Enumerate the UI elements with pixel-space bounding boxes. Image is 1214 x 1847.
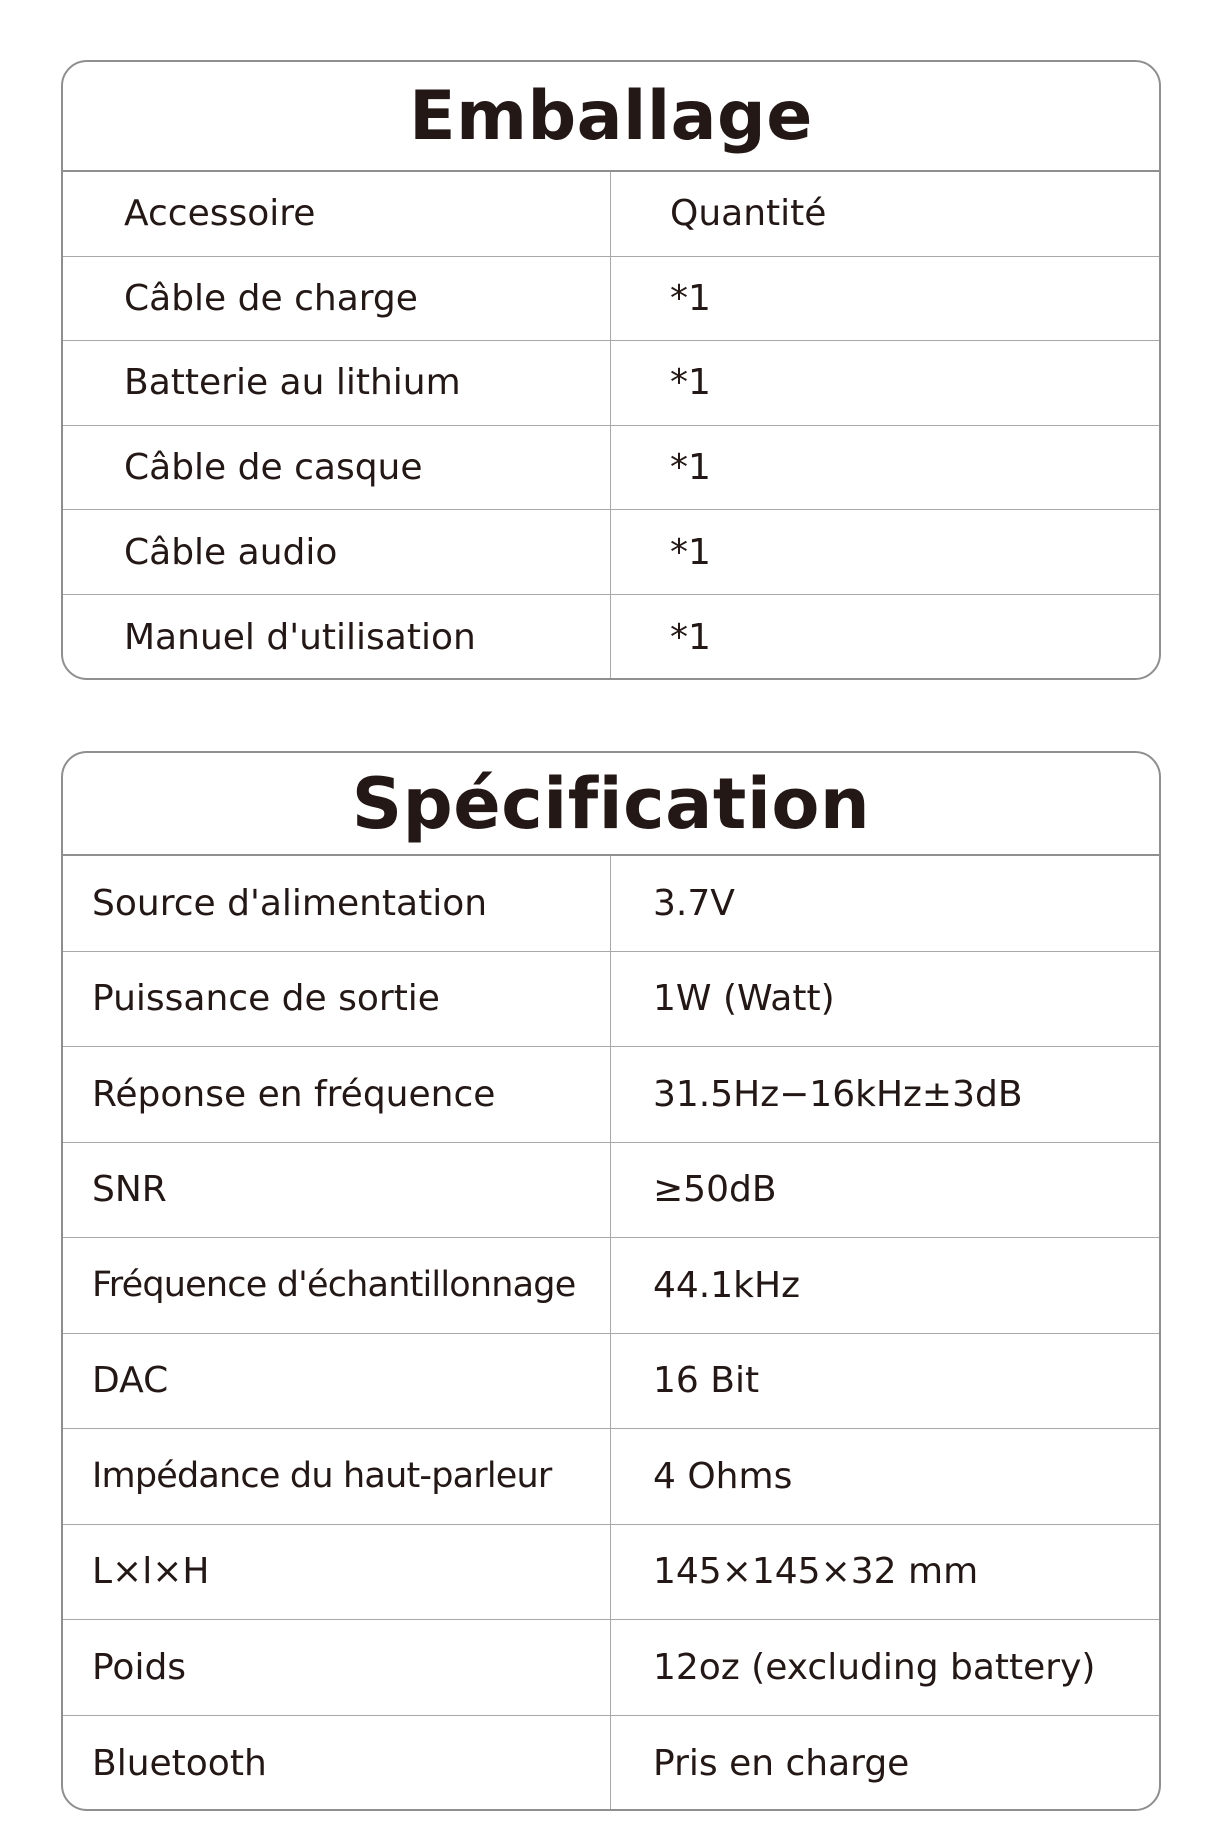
accessory-name: Câble audio [63, 510, 611, 594]
quantity-column-header: Quantité [670, 193, 827, 235]
spec-label: DAC [63, 1334, 611, 1429]
spec-label: Fréquence d'échantillonnage [63, 1238, 611, 1333]
table-row [63, 426, 1159, 511]
table-row [63, 510, 1159, 595]
packaging-table [61, 60, 1161, 680]
accessory-column-header: Accessoire [63, 172, 611, 256]
table-row [63, 595, 1159, 680]
accessory-name: Batterie au lithium [63, 341, 611, 425]
table-row [63, 1620, 1159, 1716]
accessory-quantity: *1 [670, 447, 711, 489]
table-row [63, 257, 1159, 342]
table-row [63, 952, 1159, 1048]
spec-label: Poids [63, 1620, 611, 1715]
table-row [63, 341, 1159, 426]
spec-label: Réponse en fréquence [63, 1047, 611, 1142]
spec-value: 1W (Watt) [653, 978, 835, 1020]
spec-label: L×l×H [63, 1525, 611, 1620]
table-row [63, 1429, 1159, 1525]
accessory-quantity: *1 [670, 531, 711, 573]
spec-value: 145×145×32 mm [653, 1551, 979, 1593]
spec-value: Pris en charge [653, 1742, 910, 1784]
accessory-name: Manuel d'utilisation [63, 595, 611, 680]
spec-label: SNR [63, 1143, 611, 1238]
spec-label: Source d'alimentation [63, 856, 611, 951]
spec-label: Puissance de sortie [63, 952, 611, 1047]
accessory-quantity: *1 [670, 362, 711, 404]
spec-value: 44.1kHz [653, 1264, 800, 1306]
table-row [63, 1143, 1159, 1239]
spec-label: Impédance du haut-parleur [63, 1429, 611, 1524]
table-row [63, 1716, 1159, 1812]
accessory-name: Câble de charge [63, 257, 611, 341]
accessory-quantity: *1 [670, 277, 711, 319]
spec-value: 12oz (excluding battery) [653, 1646, 1096, 1688]
packaging-header-row [63, 172, 1159, 257]
table-row [63, 1334, 1159, 1430]
table-row [63, 856, 1159, 952]
spec-label: Bluetooth [63, 1716, 611, 1812]
packaging-title: Emballage [63, 62, 1159, 172]
table-row [63, 1525, 1159, 1621]
spec-value: 3.7V [653, 882, 735, 924]
table-row [63, 1047, 1159, 1143]
spec-value: 16 Bit [653, 1360, 760, 1402]
spec-value: ≥50dB [653, 1169, 777, 1211]
table-row [63, 1238, 1159, 1334]
specification-table [61, 751, 1161, 1811]
accessory-name: Câble de casque [63, 426, 611, 510]
spec-value: 31.5Hz−16kHz±3dB [653, 1073, 1023, 1115]
spec-value: 4 Ohms [653, 1455, 793, 1497]
specification-title: Spécification [63, 753, 1159, 856]
accessory-quantity: *1 [670, 616, 711, 658]
